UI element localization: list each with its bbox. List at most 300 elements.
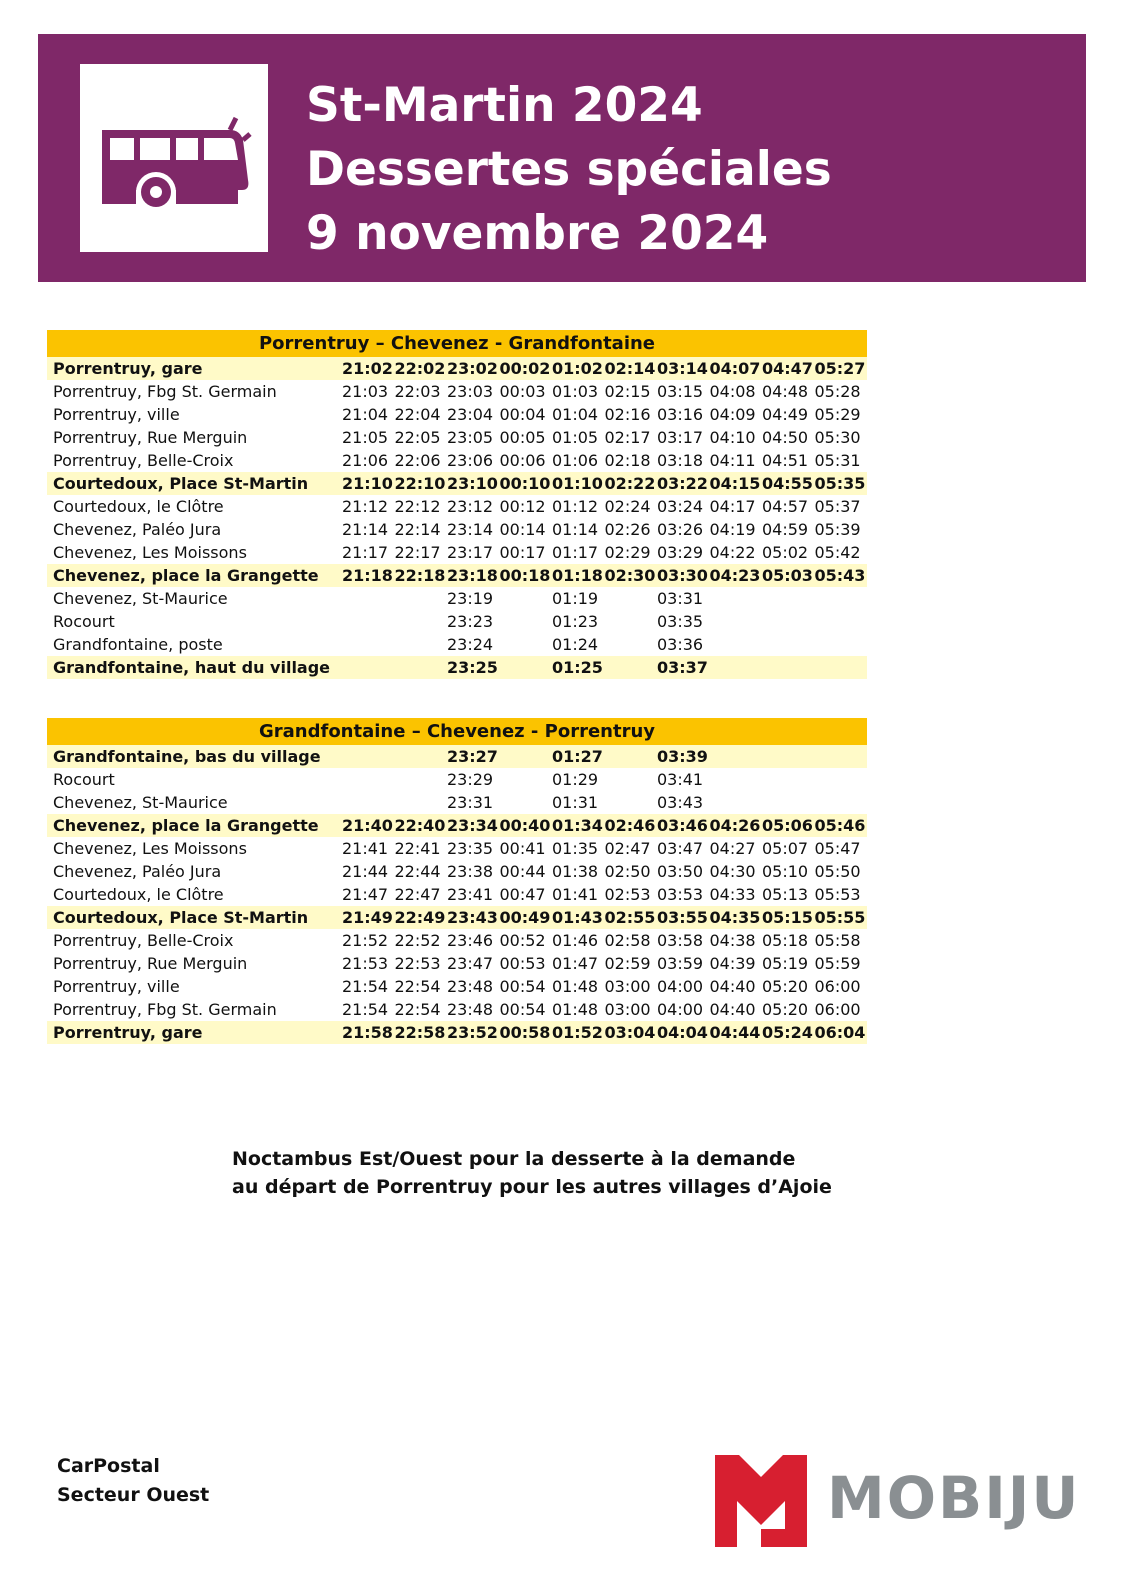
stop-name: Grandfontaine, poste (53, 635, 223, 654)
departure-time: 22:49 (394, 908, 446, 927)
departure-time: 04:33 (709, 885, 756, 904)
departure-time: 02:24 (604, 497, 651, 516)
table-row (47, 449, 867, 472)
departure-time: 05:13 (762, 885, 809, 904)
departure-time: 05:42 (814, 543, 861, 562)
table-row (47, 906, 867, 929)
departure-time: 06:04 (814, 1023, 866, 1042)
departure-time: 05:20 (762, 1000, 809, 1019)
departure-time (762, 656, 815, 679)
departure-time: 05:24 (762, 1023, 813, 1042)
departure-time: 03:00 (604, 977, 651, 996)
departure-time: 00:18 (499, 566, 551, 585)
departure-times (342, 587, 867, 610)
departure-times (342, 791, 867, 814)
departure-time (500, 656, 553, 679)
departure-times (342, 518, 867, 541)
table-row (47, 952, 867, 975)
departure-time (815, 768, 868, 791)
timetable-body (47, 745, 867, 1044)
departure-time (395, 791, 448, 814)
departure-time: 05:47 (814, 839, 861, 858)
departure-time: 21:53 (342, 954, 389, 973)
departure-time: 01:05 (552, 428, 599, 447)
departure-time: 04:07 (709, 359, 761, 378)
departure-time: 06:00 (814, 1000, 861, 1019)
departure-time: 22:58 (394, 1023, 446, 1042)
table-row (47, 472, 867, 495)
departure-time (395, 587, 448, 610)
departure-time: 03:55 (657, 908, 708, 927)
departure-time: 04:44 (709, 1023, 761, 1042)
departure-time: 22:54 (394, 1000, 441, 1019)
departure-time (395, 768, 448, 791)
departure-time: 23:19 (447, 589, 494, 608)
stop-name: Grandfontaine, haut du village (53, 658, 331, 677)
table-row (47, 357, 867, 380)
departure-time (342, 745, 395, 768)
departure-time: 01:43 (552, 908, 603, 927)
stop-name: Porrentruy, Fbg St. Germain (53, 1000, 277, 1019)
departure-time: 21:03 (342, 382, 389, 401)
departure-time: 04:15 (709, 474, 761, 493)
departure-time: 23:02 (447, 359, 498, 378)
timetable-title: Grandfontaine – Chevenez - Porrentruy (47, 718, 867, 745)
departure-time: 03:24 (657, 497, 704, 516)
departure-time (710, 610, 763, 633)
departure-time (762, 768, 815, 791)
departure-time (342, 656, 395, 679)
departure-time: 21:52 (342, 931, 389, 950)
departure-time: 04:26 (709, 816, 761, 835)
departure-time: 23:25 (447, 658, 498, 677)
departure-time: 23:10 (447, 474, 498, 493)
departure-time: 03:59 (657, 954, 704, 973)
departure-time: 01:47 (552, 954, 599, 973)
departure-time (815, 610, 868, 633)
departure-times (342, 564, 867, 587)
table-row (47, 1021, 867, 1044)
table-row (47, 587, 867, 610)
departure-time: 22:52 (394, 931, 441, 950)
departure-time: 05:02 (762, 543, 809, 562)
departure-time: 23:23 (447, 612, 494, 631)
departure-times (342, 998, 867, 1021)
departure-time (605, 633, 658, 656)
departure-time: 04:19 (709, 520, 756, 539)
departure-time (762, 791, 815, 814)
departure-time: 05:10 (762, 862, 809, 881)
departure-time: 21:05 (342, 428, 389, 447)
departure-time: 04:47 (762, 359, 813, 378)
departure-time: 05:39 (814, 520, 861, 539)
departure-times (342, 1021, 867, 1044)
departure-time: 02:16 (604, 405, 651, 424)
departure-time: 01:41 (552, 885, 599, 904)
stop-name: Chevenez, Les Moissons (53, 839, 247, 858)
departure-time: 04:49 (762, 405, 809, 424)
departure-time (395, 610, 448, 633)
departure-time: 04:59 (762, 520, 809, 539)
departure-time: 02:14 (604, 359, 656, 378)
departure-time: 23:14 (447, 520, 494, 539)
departure-time (762, 745, 815, 768)
departure-time: 03:14 (657, 359, 708, 378)
departure-time: 21:18 (342, 566, 393, 585)
departure-time: 05:18 (762, 931, 809, 950)
departure-time: 04:27 (709, 839, 756, 858)
departure-time: 23:04 (447, 405, 494, 424)
departure-time: 01:02 (552, 359, 603, 378)
timetable-outbound (47, 330, 867, 679)
departure-time: 23:47 (447, 954, 494, 973)
mobiju-logo-mark-icon (715, 1455, 807, 1547)
table-row (47, 633, 867, 656)
title-line2: Dessertes spéciales (306, 142, 832, 197)
departure-time: 22:04 (394, 405, 441, 424)
departure-time: 02:22 (604, 474, 656, 493)
departure-time: 04:08 (709, 382, 756, 401)
departure-time: 23:48 (447, 1000, 494, 1019)
departure-time (710, 656, 763, 679)
departure-time: 03:46 (657, 816, 708, 835)
departure-time: 02:29 (604, 543, 651, 562)
departure-time (500, 633, 553, 656)
departure-time: 03:31 (657, 589, 704, 608)
mobiju-logo (715, 1455, 1085, 1547)
departure-time: 00:47 (499, 885, 546, 904)
departure-time: 05:06 (762, 816, 813, 835)
departure-time: 01:23 (552, 612, 599, 631)
departure-time: 00:10 (499, 474, 551, 493)
departure-time (605, 610, 658, 633)
table-row (47, 998, 867, 1021)
departure-time: 05:35 (814, 474, 866, 493)
departure-time: 21:12 (342, 497, 389, 516)
departure-time (815, 745, 868, 768)
departure-time: 05:50 (814, 862, 861, 881)
stop-name: Chevenez, Paléo Jura (53, 862, 222, 881)
departure-time: 01:17 (552, 543, 599, 562)
stop-name: Rocourt (53, 612, 115, 631)
departure-time (710, 633, 763, 656)
departure-time: 05:27 (814, 359, 866, 378)
departure-time: 00:53 (499, 954, 546, 973)
table-row (47, 929, 867, 952)
departure-time (500, 610, 553, 633)
stop-name: Porrentruy, ville (53, 977, 180, 996)
departure-time: 04:40 (709, 977, 756, 996)
departure-time: 05:43 (814, 566, 866, 585)
stop-name: Porrentruy, ville (53, 405, 180, 424)
departure-time: 01:14 (552, 520, 599, 539)
table-row (47, 768, 867, 791)
table-row (47, 610, 867, 633)
departure-time: 05:07 (762, 839, 809, 858)
departure-time: 01:12 (552, 497, 599, 516)
stop-name: Courtedoux, Place St-Martin (53, 908, 309, 927)
departure-time: 21:10 (342, 474, 393, 493)
departure-times (342, 656, 867, 679)
header-titles (306, 74, 832, 266)
table-row (47, 403, 867, 426)
departure-times (342, 745, 867, 768)
stop-name: Grandfontaine, bas du village (53, 747, 321, 766)
table-row (47, 541, 867, 564)
operator-info (57, 1452, 209, 1510)
stop-name: Chevenez, St-Maurice (53, 589, 228, 608)
departure-times (342, 472, 867, 495)
table-row (47, 837, 867, 860)
departure-time: 05:30 (814, 428, 861, 447)
departure-time: 01:25 (552, 658, 603, 677)
stop-name: Porrentruy, gare (53, 1023, 203, 1042)
departure-time: 04:39 (709, 954, 756, 973)
title-line1: St-Martin 2024 (306, 78, 703, 133)
departure-time: 03:36 (657, 635, 704, 654)
departure-time: 23:06 (447, 451, 494, 470)
departure-time: 03:47 (657, 839, 704, 858)
departure-time (500, 587, 553, 610)
departure-time: 22:10 (394, 474, 446, 493)
stop-name: Courtedoux, Place St-Martin (53, 474, 309, 493)
departure-time: 01:04 (552, 405, 599, 424)
departure-time: 03:17 (657, 428, 704, 447)
stop-name: Chevenez, Paléo Jura (53, 520, 222, 539)
departure-time: 04:35 (709, 908, 761, 927)
departure-time: 03:26 (657, 520, 704, 539)
table-row (47, 860, 867, 883)
departure-time: 01:48 (552, 1000, 599, 1019)
departure-time: 05:28 (814, 382, 861, 401)
departure-time: 04:17 (709, 497, 756, 516)
departure-time: 01:18 (552, 566, 603, 585)
departure-time: 01:31 (552, 793, 599, 812)
departure-time: 02:46 (604, 816, 656, 835)
departure-time: 21:02 (342, 359, 393, 378)
stop-name: Porrentruy, Fbg St. Germain (53, 382, 277, 401)
departure-time: 04:00 (657, 977, 704, 996)
departure-time: 03:39 (657, 747, 708, 766)
timetable-return (47, 718, 867, 1044)
departure-time: 22:18 (394, 566, 446, 585)
departure-time (395, 656, 448, 679)
departure-time: 00:06 (499, 451, 546, 470)
departure-time: 23:46 (447, 931, 494, 950)
departure-time: 21:41 (342, 839, 389, 858)
departure-time: 23:35 (447, 839, 494, 858)
departure-time: 04:22 (709, 543, 756, 562)
departure-time (342, 610, 395, 633)
departure-times (342, 403, 867, 426)
departure-time (342, 768, 395, 791)
departure-time: 00:54 (499, 1000, 546, 1019)
departure-time: 05:53 (814, 885, 861, 904)
stop-name: Chevenez, place la Grangette (53, 816, 319, 835)
departure-times (342, 952, 867, 975)
table-row (47, 495, 867, 518)
table-row (47, 975, 867, 998)
departure-time: 05:59 (814, 954, 861, 973)
departure-time: 03:15 (657, 382, 704, 401)
departure-time: 03:04 (604, 1023, 656, 1042)
departure-time: 01:19 (552, 589, 599, 608)
timetable-body (47, 357, 867, 679)
departure-times (342, 633, 867, 656)
departure-time: 23:43 (447, 908, 498, 927)
stop-name: Rocourt (53, 770, 115, 789)
stop-name: Porrentruy, Belle-Croix (53, 451, 234, 470)
departure-time: 01:29 (552, 770, 599, 789)
table-row (47, 426, 867, 449)
departure-times (342, 929, 867, 952)
stop-name: Porrentruy, Belle-Croix (53, 931, 234, 950)
departure-time: 04:11 (709, 451, 756, 470)
departure-time: 23:24 (447, 635, 494, 654)
departure-time (500, 791, 553, 814)
operator-line1: CarPostal (57, 1455, 160, 1477)
departure-time: 04:30 (709, 862, 756, 881)
departure-time: 21:40 (342, 816, 393, 835)
departure-time: 04:10 (709, 428, 756, 447)
departure-time: 23:41 (447, 885, 494, 904)
departure-time: 00:04 (499, 405, 546, 424)
departure-time: 06:00 (814, 977, 861, 996)
departure-times (342, 860, 867, 883)
table-row (47, 518, 867, 541)
departure-time: 01:46 (552, 931, 599, 950)
departure-time: 00:41 (499, 839, 546, 858)
table-row (47, 380, 867, 403)
departure-time: 22:12 (394, 497, 441, 516)
departure-time (395, 745, 448, 768)
departure-time: 02:15 (604, 382, 651, 401)
departure-time: 02:53 (604, 885, 651, 904)
departure-time (500, 745, 553, 768)
departure-time (710, 768, 763, 791)
table-row (47, 745, 867, 768)
departure-time: 23:34 (447, 816, 498, 835)
departure-time (762, 633, 815, 656)
departure-time: 21:58 (342, 1023, 393, 1042)
note-line2: au départ de Porrentruy pour les autres villages d’Ajoie (232, 1176, 832, 1198)
departure-time: 01:34 (552, 816, 603, 835)
departure-times (342, 449, 867, 472)
departure-time: 21:47 (342, 885, 389, 904)
departure-time (605, 587, 658, 610)
departure-time: 05:46 (814, 816, 866, 835)
departure-time (710, 791, 763, 814)
departure-time: 23:52 (447, 1023, 498, 1042)
departure-time: 03:16 (657, 405, 704, 424)
departure-time: 03:22 (657, 474, 708, 493)
departure-time: 05:19 (762, 954, 809, 973)
departure-time: 02:59 (604, 954, 651, 973)
departure-time: 01:38 (552, 862, 599, 881)
departure-time: 22:47 (394, 885, 441, 904)
departure-time: 04:23 (709, 566, 761, 585)
departure-time: 03:41 (657, 770, 704, 789)
departure-time: 02:50 (604, 862, 651, 881)
departure-time: 05:20 (762, 977, 809, 996)
departure-time: 21:17 (342, 543, 389, 562)
departure-time: 21:04 (342, 405, 389, 424)
title-line3: 9 novembre 2024 (306, 206, 769, 261)
departure-time: 01:03 (552, 382, 599, 401)
departure-times (342, 357, 867, 380)
departure-time: 21:06 (342, 451, 389, 470)
bus-icon-box (80, 64, 268, 252)
departure-time: 02:30 (604, 566, 656, 585)
departure-time: 21:44 (342, 862, 389, 881)
departure-time: 04:40 (709, 1000, 756, 1019)
departure-time: 03:37 (657, 658, 708, 677)
departure-time: 00:52 (499, 931, 546, 950)
departure-time (815, 791, 868, 814)
departure-time: 03:43 (657, 793, 704, 812)
departure-time: 03:00 (604, 1000, 651, 1019)
departure-time: 22:40 (394, 816, 446, 835)
departure-time: 21:14 (342, 520, 389, 539)
departure-time: 00:02 (499, 359, 551, 378)
departure-time: 05:58 (814, 931, 861, 950)
departure-time: 00:17 (499, 543, 546, 562)
table-row (47, 883, 867, 906)
departure-time: 03:53 (657, 885, 704, 904)
departure-time: 23:48 (447, 977, 494, 996)
departure-time: 00:54 (499, 977, 546, 996)
departure-time (500, 768, 553, 791)
departure-time: 04:38 (709, 931, 756, 950)
departure-time: 00:58 (499, 1023, 551, 1042)
departure-time: 03:50 (657, 862, 704, 881)
departure-times (342, 975, 867, 998)
departure-time: 01:06 (552, 451, 599, 470)
departure-time: 05:29 (814, 405, 861, 424)
departure-time (815, 656, 868, 679)
departure-time: 22:54 (394, 977, 441, 996)
departure-time: 02:47 (604, 839, 651, 858)
departure-times (342, 883, 867, 906)
departure-time: 22:06 (394, 451, 441, 470)
departure-times (342, 495, 867, 518)
departure-time: 04:57 (762, 497, 809, 516)
departure-time: 04:48 (762, 382, 809, 401)
departure-time: 02:55 (604, 908, 656, 927)
departure-time (342, 791, 395, 814)
departure-time: 05:15 (762, 908, 813, 927)
departure-time: 23:31 (447, 793, 494, 812)
departure-time: 03:29 (657, 543, 704, 562)
departure-time: 02:26 (604, 520, 651, 539)
operator-line2: Secteur Ouest (57, 1484, 210, 1506)
departure-time: 22:53 (394, 954, 441, 973)
departure-time: 05:03 (762, 566, 813, 585)
stop-name: Porrentruy, gare (53, 359, 203, 378)
stop-name: Porrentruy, Rue Merguin (53, 954, 248, 973)
departure-time: 23:12 (447, 497, 494, 516)
departure-time: 23:03 (447, 382, 494, 401)
departure-times (342, 380, 867, 403)
departure-time: 01:10 (552, 474, 603, 493)
departure-time: 03:18 (657, 451, 704, 470)
departure-time: 04:04 (657, 1023, 708, 1042)
departure-time: 05:31 (814, 451, 861, 470)
departure-time: 00:14 (499, 520, 546, 539)
table-row (47, 791, 867, 814)
departure-time: 21:54 (342, 1000, 389, 1019)
departure-time: 03:30 (657, 566, 708, 585)
